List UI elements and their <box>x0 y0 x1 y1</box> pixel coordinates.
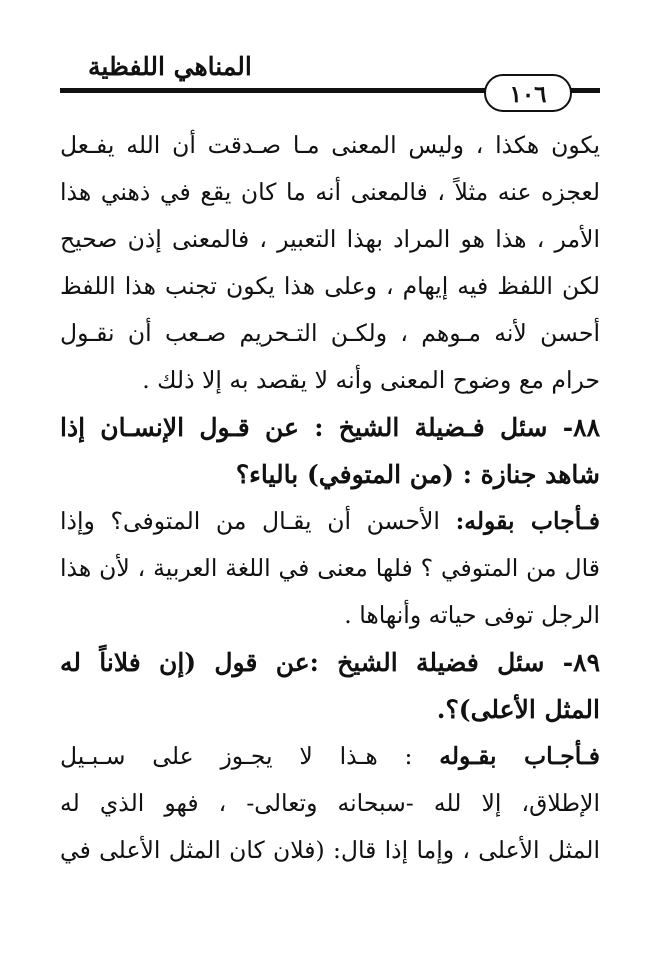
text-line: الأمر ، هذا هو المراد بهذا التعبير ، فالمعنى إذن صحيح <box>60 225 600 253</box>
text-line: أحسن لأنه مـوهم ، ولكـن التـحريم صـعب أن نقـول <box>60 319 600 347</box>
answer-text: الأحسن أن يقـال من المتوفى؟ وإذا <box>60 507 456 535</box>
question-89 <box>60 639 600 733</box>
text-line: حرام مع وضوح المعنى وأنه لا يقصد به إلا ذلك . <box>142 366 600 394</box>
page-body <box>60 122 600 874</box>
answer-lead: فـأجـاب بقـوله <box>439 742 600 770</box>
text-line: الإطلاق، إلا لله -سبحانه وتعالى- ، فهو الذي له <box>60 789 600 817</box>
question-line: المثل الأعلى)؟. <box>436 695 600 724</box>
answer-88 <box>60 498 600 639</box>
text-line: قال من المتوفي ؟ فلها معنى في اللغة العربية ، لأن هذا <box>60 554 600 582</box>
running-title: المناهي اللفظية <box>88 52 252 81</box>
text-line: المثل الأعلى ، وإما إذا قال: (فلان كان المثل الأعلى في <box>60 836 600 864</box>
answer-text: : هـذا لا يجـوز على سـبـيل <box>60 742 440 770</box>
question-88 <box>60 404 600 498</box>
text-line: الرجل توفى حياته وأنهاها . <box>344 601 600 629</box>
answer-first-line <box>60 498 600 545</box>
question-line: ٨٨- سئل فـضيلة الشيخ : عن قـول الإنسـان إذا <box>60 413 600 442</box>
answer-first-line <box>60 733 600 780</box>
text-line: لكن اللفظ فيه إيهام ، وعلى هذا يكون تجنب هذا اللفظ <box>60 272 600 300</box>
answer-lead: فـأجاب بقوله: <box>455 507 600 535</box>
text-line: لعجزه عنه مثلاً ، فالمعنى أنه ما كان يقع في ذهني هذا <box>60 178 600 206</box>
question-line: شاهد جنازة : (من المتوفي) بالياء؟ <box>235 460 600 489</box>
page-header <box>60 48 600 118</box>
page-number: ١٠٦ <box>484 74 572 112</box>
text-line: يكون هكذا ، وليس المعنى مـا صـدقت أن الله يفـعل <box>60 131 600 159</box>
paragraph-continuation <box>60 122 600 404</box>
question-line: ٨٩- سئل فضيلة الشيخ :عن قول (إن فلاناً له <box>60 648 600 677</box>
answer-89 <box>60 733 600 874</box>
